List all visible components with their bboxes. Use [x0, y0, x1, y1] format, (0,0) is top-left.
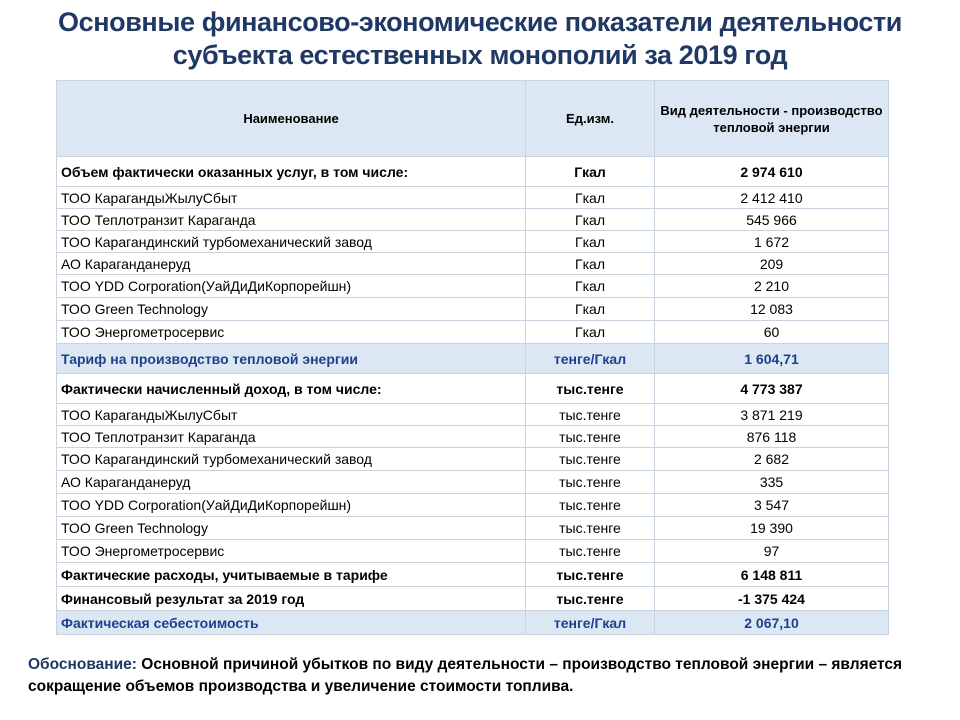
- row-unit: Гкал: [526, 253, 655, 275]
- row-name: АО Караганданеруд: [57, 471, 526, 494]
- row-name: Тариф на производство тепловой энергии: [57, 344, 526, 374]
- row-value: 19 390: [655, 517, 889, 540]
- tariff-row: [57, 344, 889, 374]
- row-unit: тыс.тенге: [526, 587, 655, 611]
- income-total-row: [57, 374, 889, 404]
- row-name: ТОО КарагандыЖылуСбыт: [57, 404, 526, 426]
- row-unit: тыс.тенге: [526, 374, 655, 404]
- row-unit: тыс.тенге: [526, 540, 655, 563]
- table-row: [57, 253, 889, 275]
- row-name: ТОО Карагандинский турбомеханический завод: [57, 231, 526, 253]
- row-name: АО Караганданеруд: [57, 253, 526, 275]
- expenses-row: [57, 563, 889, 587]
- table-row: [57, 426, 889, 448]
- row-value: -1 375 424: [655, 587, 889, 611]
- row-name: ТОО Энергометросервис: [57, 321, 526, 344]
- header-name: Наименование: [57, 81, 526, 157]
- row-value: 2 974 610: [655, 157, 889, 187]
- title-line-2: субъекта естественных монополий за 2019 год: [172, 40, 788, 70]
- table-row: [57, 298, 889, 321]
- row-unit: Гкал: [526, 321, 655, 344]
- table-row: [57, 517, 889, 540]
- row-unit: тыс.тенге: [526, 563, 655, 587]
- row-value: 4 773 387: [655, 374, 889, 404]
- row-name: Фактические расходы, учитываемые в тарифе: [57, 563, 526, 587]
- row-name: ТОО Green Technology: [57, 517, 526, 540]
- table-row: [57, 494, 889, 517]
- row-unit: тенге/Гкал: [526, 344, 655, 374]
- row-value: 2 412 410: [655, 187, 889, 209]
- note-text: Основной причиной убытков по виду деятельности – производство тепловой энергии – является сокращение объемов производства и увеличение стоимости топлива.: [28, 656, 903, 695]
- indicators-table: [56, 80, 889, 635]
- row-unit: тыс.тенге: [526, 471, 655, 494]
- row-name: Объем фактически оказанных услуг, в том числе:: [57, 157, 526, 187]
- table-row: [57, 404, 889, 426]
- row-value: 876 118: [655, 426, 889, 448]
- justification-note: [28, 654, 938, 698]
- row-value: 97: [655, 540, 889, 563]
- table-row: [57, 231, 889, 253]
- row-unit: тыс.тенге: [526, 448, 655, 471]
- table-row: [57, 187, 889, 209]
- row-name: ТОО YDD Corporation(УайДиДиКорпорейшн): [57, 494, 526, 517]
- row-value: 2 682: [655, 448, 889, 471]
- row-unit: тыс.тенге: [526, 426, 655, 448]
- row-value: 1 672: [655, 231, 889, 253]
- row-value: 12 083: [655, 298, 889, 321]
- row-unit: Гкал: [526, 187, 655, 209]
- header-unit: Ед.изм.: [526, 81, 655, 157]
- row-unit: тыс.тенге: [526, 517, 655, 540]
- row-unit: тыс.тенге: [526, 494, 655, 517]
- row-unit: Гкал: [526, 298, 655, 321]
- row-value: 209: [655, 253, 889, 275]
- row-value: 6 148 811: [655, 563, 889, 587]
- header-activity: Вид деятельности - производство тепловой энергии: [655, 81, 889, 157]
- row-unit: тыс.тенге: [526, 404, 655, 426]
- row-name: Финансовый результат за 2019 год: [57, 587, 526, 611]
- row-unit: Гкал: [526, 275, 655, 298]
- row-name: ТОО Теплотранзит Караганда: [57, 209, 526, 231]
- row-value: 3 871 219: [655, 404, 889, 426]
- row-unit: тенге/Гкал: [526, 611, 655, 635]
- services-total-row: [57, 157, 889, 187]
- row-name: ТОО Карагандинский турбомеханический завод: [57, 448, 526, 471]
- note-lead: Обоснование:: [28, 656, 137, 673]
- row-name: ТОО Энергометросервис: [57, 540, 526, 563]
- table-row: [57, 209, 889, 231]
- table-row: [57, 448, 889, 471]
- row-value: 1 604,71: [655, 344, 889, 374]
- row-value: 60: [655, 321, 889, 344]
- table-row: [57, 275, 889, 298]
- row-name: Фактическая себестоимость: [57, 611, 526, 635]
- page-title: [0, 6, 960, 72]
- row-value: 335: [655, 471, 889, 494]
- cost-row: [57, 611, 889, 635]
- title-line-1: Основные финансово-экономические показатели деятельности: [58, 7, 902, 37]
- table-header-row: [57, 81, 889, 157]
- row-value: 545 966: [655, 209, 889, 231]
- row-name: ТОО Теплотранзит Караганда: [57, 426, 526, 448]
- table-row: [57, 540, 889, 563]
- row-unit: Гкал: [526, 157, 655, 187]
- row-unit: Гкал: [526, 209, 655, 231]
- row-name: ТОО КарагандыЖылуСбыт: [57, 187, 526, 209]
- table-row: [57, 321, 889, 344]
- row-value: 2 210: [655, 275, 889, 298]
- row-name: Фактически начисленный доход, в том числе:: [57, 374, 526, 404]
- row-value: 3 547: [655, 494, 889, 517]
- row-unit: Гкал: [526, 231, 655, 253]
- table-row: [57, 471, 889, 494]
- row-value: 2 067,10: [655, 611, 889, 635]
- financial-result-row: [57, 587, 889, 611]
- row-name: ТОО YDD Corporation(УайДиДиКорпорейшн): [57, 275, 526, 298]
- row-name: ТОО Green Technology: [57, 298, 526, 321]
